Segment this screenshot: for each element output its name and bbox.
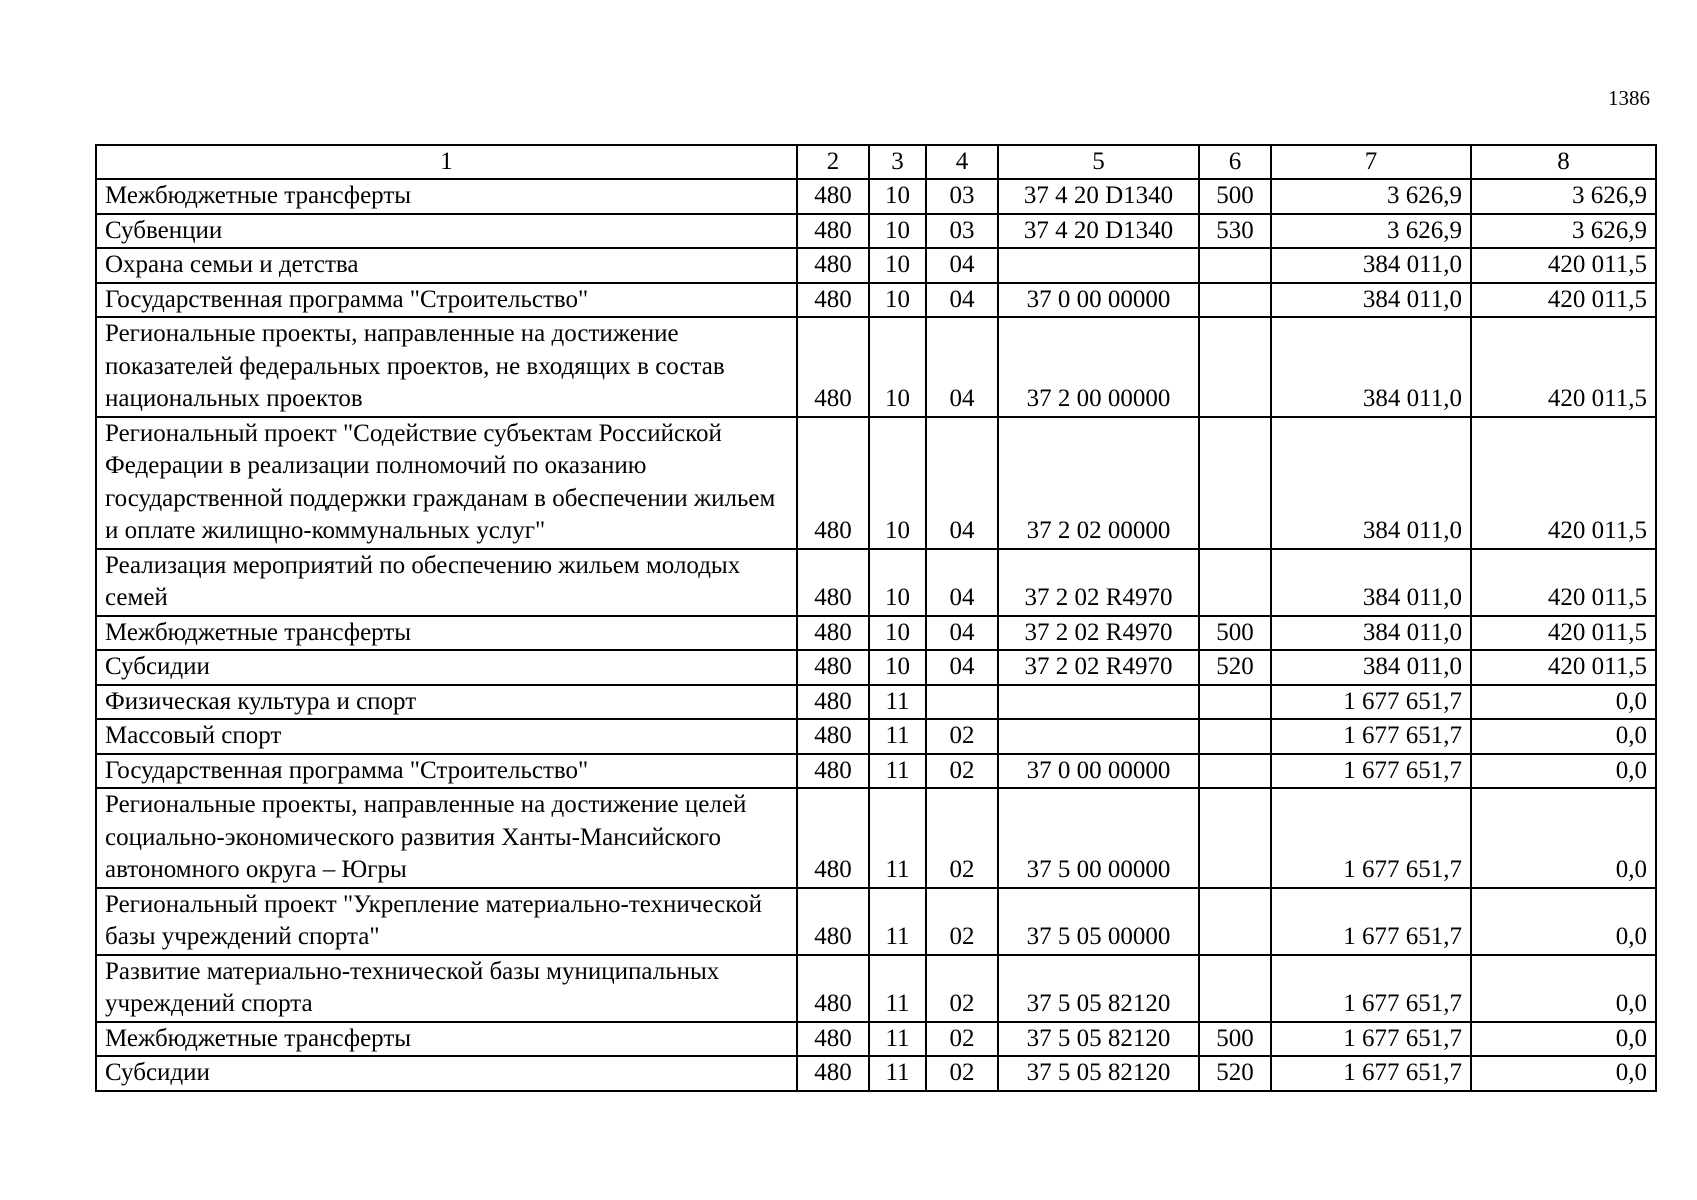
code-target-cell: 37 5 05 82120 <box>998 1056 1199 1091</box>
code-expense-type-cell <box>1199 685 1271 720</box>
code-target-cell: 37 0 00 00000 <box>998 754 1199 789</box>
amount-year-1-cell: 384 011,0 <box>1271 317 1471 417</box>
table-row <box>96 650 1656 685</box>
code-section-cell: 11 <box>869 788 926 888</box>
table-row <box>96 179 1656 214</box>
amount-year-2-cell: 3 626,9 <box>1471 179 1656 214</box>
code-section-cell: 10 <box>869 214 926 249</box>
code-target-cell: 37 5 00 00000 <box>998 788 1199 888</box>
amount-year-1-cell: 1 677 651,7 <box>1271 685 1471 720</box>
budget-table <box>95 144 1657 1092</box>
code-expense-type-cell <box>1199 719 1271 754</box>
amount-year-2-cell: 3 626,9 <box>1471 214 1656 249</box>
code-expense-type-cell <box>1199 888 1271 955</box>
amount-year-2-cell: 420 011,5 <box>1471 616 1656 651</box>
row-name-cell: Развитие материально-технической базы муниципальных учреждений спорта <box>96 955 797 1022</box>
table-body <box>96 179 1656 1091</box>
amount-year-2-cell: 420 011,5 <box>1471 549 1656 616</box>
amount-year-2-cell: 0,0 <box>1471 1022 1656 1057</box>
code-target-cell: 37 2 02 R4970 <box>998 549 1199 616</box>
amount-year-1-cell: 1 677 651,7 <box>1271 788 1471 888</box>
code-subsection-cell: 04 <box>926 549 998 616</box>
code-expense-type-cell <box>1199 549 1271 616</box>
code-section-cell: 10 <box>869 549 926 616</box>
code-target-cell: 37 2 00 00000 <box>998 317 1199 417</box>
code-target-cell: 37 2 02 R4970 <box>998 616 1199 651</box>
amount-year-2-cell: 420 011,5 <box>1471 248 1656 283</box>
row-name-cell: Субвенции <box>96 214 797 249</box>
amount-year-1-cell: 1 677 651,7 <box>1271 754 1471 789</box>
row-name-cell: Физическая культура и спорт <box>96 685 797 720</box>
code-ministry-cell: 480 <box>797 754 869 789</box>
code-expense-type-cell <box>1199 417 1271 549</box>
amount-year-1-cell: 1 677 651,7 <box>1271 719 1471 754</box>
table-row <box>96 616 1656 651</box>
code-subsection-cell <box>926 685 998 720</box>
code-ministry-cell: 480 <box>797 417 869 549</box>
code-ministry-cell: 480 <box>797 283 869 318</box>
code-ministry-cell: 480 <box>797 788 869 888</box>
code-section-cell: 10 <box>869 248 926 283</box>
row-name-cell: Межбюджетные трансферты <box>96 1022 797 1057</box>
amount-year-2-cell: 0,0 <box>1471 754 1656 789</box>
amount-year-2-cell: 420 011,5 <box>1471 417 1656 549</box>
table-row <box>96 1056 1656 1091</box>
code-expense-type-cell: 500 <box>1199 1022 1271 1057</box>
code-subsection-cell: 02 <box>926 955 998 1022</box>
code-ministry-cell: 480 <box>797 214 869 249</box>
code-ministry-cell: 480 <box>797 179 869 214</box>
code-section-cell: 10 <box>869 616 926 651</box>
row-name-cell: Региональные проекты, направленные на достижение показателей федеральных проектов, не входящих в состав национальных проектов <box>96 317 797 417</box>
amount-year-2-cell: 0,0 <box>1471 685 1656 720</box>
code-ministry-cell: 480 <box>797 248 869 283</box>
amount-year-1-cell: 384 011,0 <box>1271 549 1471 616</box>
table-row <box>96 754 1656 789</box>
amount-year-1-cell: 384 011,0 <box>1271 417 1471 549</box>
code-section-cell: 11 <box>869 754 926 789</box>
row-name-cell: Массовый спорт <box>96 719 797 754</box>
code-section-cell: 10 <box>869 179 926 214</box>
code-ministry-cell: 480 <box>797 719 869 754</box>
row-name-cell: Межбюджетные трансферты <box>96 616 797 651</box>
code-expense-type-cell <box>1199 754 1271 789</box>
row-name-cell: Субсидии <box>96 650 797 685</box>
amount-year-2-cell: 420 011,5 <box>1471 650 1656 685</box>
code-section-cell: 11 <box>869 1056 926 1091</box>
row-name-cell: Охрана семьи и детства <box>96 248 797 283</box>
amount-year-1-cell: 3 626,9 <box>1271 179 1471 214</box>
code-section-cell: 10 <box>869 283 926 318</box>
table-row <box>96 888 1656 955</box>
table-row <box>96 214 1656 249</box>
code-expense-type-cell <box>1199 788 1271 888</box>
code-expense-type-cell: 530 <box>1199 214 1271 249</box>
code-expense-type-cell: 520 <box>1199 650 1271 685</box>
code-section-cell: 10 <box>869 417 926 549</box>
table-row <box>96 417 1656 549</box>
code-section-cell: 11 <box>869 888 926 955</box>
row-name-cell: Региональные проекты, направленные на достижение целей социально-экономического развития Ханты-Мансийского автономного округа – Югры <box>96 788 797 888</box>
code-ministry-cell: 480 <box>797 616 869 651</box>
code-target-cell: 37 4 20 D1340 <box>998 214 1199 249</box>
header-row <box>96 145 1656 179</box>
header-cell: 6 <box>1199 145 1271 179</box>
row-name-cell: Реализация мероприятий по обеспечению жильем молодых семей <box>96 549 797 616</box>
code-expense-type-cell <box>1199 955 1271 1022</box>
code-subsection-cell: 02 <box>926 1022 998 1057</box>
amount-year-1-cell: 1 677 651,7 <box>1271 888 1471 955</box>
code-subsection-cell: 04 <box>926 417 998 549</box>
code-ministry-cell: 480 <box>797 317 869 417</box>
amount-year-2-cell: 420 011,5 <box>1471 283 1656 318</box>
code-ministry-cell: 480 <box>797 1022 869 1057</box>
row-name-cell: Государственная программа "Строительство" <box>96 754 797 789</box>
table-row <box>96 317 1656 417</box>
header-cell: 8 <box>1471 145 1656 179</box>
code-section-cell: 10 <box>869 650 926 685</box>
code-subsection-cell: 04 <box>926 317 998 417</box>
code-target-cell: 37 4 20 D1340 <box>998 179 1199 214</box>
code-expense-type-cell <box>1199 283 1271 318</box>
table-row <box>96 283 1656 318</box>
code-subsection-cell: 02 <box>926 888 998 955</box>
code-expense-type-cell <box>1199 248 1271 283</box>
code-ministry-cell: 480 <box>797 685 869 720</box>
code-target-cell: 37 5 05 82120 <box>998 955 1199 1022</box>
amount-year-2-cell: 0,0 <box>1471 955 1656 1022</box>
amount-year-1-cell: 384 011,0 <box>1271 616 1471 651</box>
code-expense-type-cell: 520 <box>1199 1056 1271 1091</box>
code-section-cell: 10 <box>869 317 926 417</box>
amount-year-2-cell: 420 011,5 <box>1471 317 1656 417</box>
table-row <box>96 685 1656 720</box>
code-expense-type-cell: 500 <box>1199 616 1271 651</box>
row-name-cell: Межбюджетные трансферты <box>96 179 797 214</box>
code-ministry-cell: 480 <box>797 955 869 1022</box>
code-target-cell <box>998 248 1199 283</box>
code-subsection-cell: 04 <box>926 248 998 283</box>
code-target-cell <box>998 719 1199 754</box>
code-ministry-cell: 480 <box>797 549 869 616</box>
table-row <box>96 955 1656 1022</box>
code-subsection-cell: 03 <box>926 214 998 249</box>
code-target-cell: 37 2 02 00000 <box>998 417 1199 549</box>
code-subsection-cell: 03 <box>926 179 998 214</box>
code-subsection-cell: 02 <box>926 788 998 888</box>
code-expense-type-cell <box>1199 317 1271 417</box>
row-name-cell: Региональный проект "Содействие субъектам Российской Федерации в реализации полномочий по оказанию государственной поддержки гражданам в обеспечении жильем и оплате жилищно-коммунальных услуг" <box>96 417 797 549</box>
code-target-cell: 37 0 00 00000 <box>998 283 1199 318</box>
row-name-cell: Региональный проект "Укрепление материально-технической базы учреждений спорта" <box>96 888 797 955</box>
amount-year-1-cell: 1 677 651,7 <box>1271 955 1471 1022</box>
code-section-cell: 11 <box>869 685 926 720</box>
header-cell: 3 <box>869 145 926 179</box>
code-ministry-cell: 480 <box>797 650 869 685</box>
code-target-cell: 37 2 02 R4970 <box>998 650 1199 685</box>
header-cell: 1 <box>96 145 797 179</box>
code-target-cell: 37 5 05 82120 <box>998 1022 1199 1057</box>
amount-year-2-cell: 0,0 <box>1471 1056 1656 1091</box>
code-subsection-cell: 02 <box>926 719 998 754</box>
table-row <box>96 788 1656 888</box>
code-ministry-cell: 480 <box>797 1056 869 1091</box>
amount-year-1-cell: 384 011,0 <box>1271 650 1471 685</box>
code-section-cell: 11 <box>869 955 926 1022</box>
amount-year-2-cell: 0,0 <box>1471 719 1656 754</box>
code-subsection-cell: 04 <box>926 616 998 651</box>
amount-year-1-cell: 384 011,0 <box>1271 283 1471 318</box>
table-row <box>96 549 1656 616</box>
table-row <box>96 1022 1656 1057</box>
row-name-cell: Субсидии <box>96 1056 797 1091</box>
amount-year-2-cell: 0,0 <box>1471 888 1656 955</box>
table-row <box>96 719 1656 754</box>
page-number: 1386 <box>1608 86 1650 110</box>
code-subsection-cell: 04 <box>926 650 998 685</box>
header-cell: 7 <box>1271 145 1471 179</box>
header-cell: 2 <box>797 145 869 179</box>
amount-year-1-cell: 1 677 651,7 <box>1271 1022 1471 1057</box>
code-target-cell: 37 5 05 00000 <box>998 888 1199 955</box>
code-section-cell: 11 <box>869 1022 926 1057</box>
code-subsection-cell: 04 <box>926 283 998 318</box>
amount-year-1-cell: 1 677 651,7 <box>1271 1056 1471 1091</box>
amount-year-1-cell: 384 011,0 <box>1271 248 1471 283</box>
code-ministry-cell: 480 <box>797 888 869 955</box>
amount-year-1-cell: 3 626,9 <box>1271 214 1471 249</box>
code-target-cell <box>998 685 1199 720</box>
header-cell: 5 <box>998 145 1199 179</box>
row-name-cell: Государственная программа "Строительство" <box>96 283 797 318</box>
code-subsection-cell: 02 <box>926 1056 998 1091</box>
amount-year-2-cell: 0,0 <box>1471 788 1656 888</box>
code-subsection-cell: 02 <box>926 754 998 789</box>
table-row <box>96 248 1656 283</box>
code-expense-type-cell: 500 <box>1199 179 1271 214</box>
header-cell: 4 <box>926 145 998 179</box>
code-section-cell: 11 <box>869 719 926 754</box>
